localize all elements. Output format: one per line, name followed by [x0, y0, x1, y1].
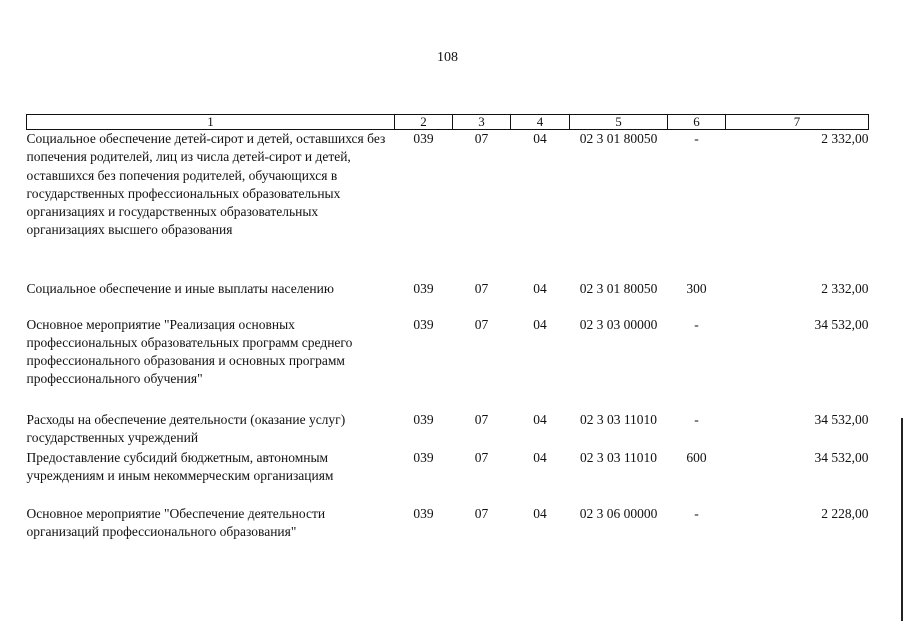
row-code-expense-type: -	[694, 316, 699, 332]
row-code-ministry: 039	[413, 411, 434, 427]
row-code-target: 02 3 01 80050	[579, 280, 658, 296]
row-code-section: 07	[474, 131, 489, 146]
header-col-6: 6	[668, 115, 726, 130]
row-code-ministry: 039	[413, 280, 434, 296]
row-name: Предоставление субсидий бюджетным, автономным учреждениям и иным некоммерческим организациям	[26, 449, 334, 483]
row-name: Основное мероприятие "Обеспечение деятельности организаций профессионального образования"	[26, 505, 326, 539]
row-amount: 34 532,00	[814, 411, 869, 427]
table-row	[27, 130, 869, 280]
row-name: Расходы на обеспечение деятельности (оказание услуг) государственных учреждений	[26, 411, 346, 445]
row-code-subsection: 04	[533, 505, 547, 521]
header-col-4: 4	[511, 115, 570, 130]
header-col-7: 7	[726, 115, 869, 130]
row-code-section: 07	[474, 449, 489, 465]
row-amount: 34 532,00	[814, 316, 869, 332]
row-code-ministry: 039	[413, 505, 434, 521]
header-row	[27, 115, 869, 130]
row-code-expense-type: -	[694, 411, 699, 427]
row-code-section: 07	[474, 411, 489, 427]
row-code-target: 02 3 03 11010	[579, 449, 658, 465]
row-code-expense-type: -	[694, 505, 699, 521]
row-code-expense-type: 300	[686, 280, 707, 296]
row-code-target: 02 3 01 80050	[579, 131, 658, 146]
table-row	[27, 449, 869, 505]
row-code-ministry: 039	[413, 131, 434, 146]
header-col-2: 2	[395, 115, 453, 130]
page-number: 108	[437, 50, 458, 65]
row-code-ministry: 039	[413, 449, 434, 465]
budget-table	[26, 114, 869, 545]
table-row	[27, 411, 869, 449]
row-code-section: 07	[474, 280, 489, 296]
header-col-3: 3	[453, 115, 511, 130]
row-amount: 34 532,00	[814, 449, 869, 465]
table-row	[27, 505, 869, 545]
row-code-subsection: 04	[533, 280, 547, 296]
header-col-5: 5	[570, 115, 668, 130]
row-code-ministry: 039	[413, 316, 434, 332]
row-code-expense-type: 600	[686, 449, 707, 465]
table-row	[27, 280, 869, 316]
row-code-subsection: 04	[533, 449, 547, 465]
row-code-section: 07	[474, 316, 489, 332]
row-code-section: 07	[474, 505, 489, 521]
row-code-target: 02 3 03 11010	[579, 411, 658, 427]
row-code-subsection: 04	[533, 131, 547, 146]
header-col-1: 1	[27, 115, 395, 130]
row-code-subsection: 04	[533, 316, 547, 332]
row-amount: 2 332,00	[821, 131, 869, 146]
row-name: Социальное обеспечение и иные выплаты населению	[26, 280, 334, 296]
row-amount: 2 228,00	[821, 505, 869, 521]
table-row	[27, 316, 869, 411]
row-code-subsection: 04	[533, 411, 547, 427]
row-code-target: 02 3 06 00000	[579, 505, 658, 521]
row-code-target: 02 3 03 00000	[579, 316, 658, 332]
row-name: Основное мероприятие "Реализация основных профессиональных образовательных программ среднего профессионального образования и основных программ профессионального обучения"	[26, 316, 353, 387]
row-name: Социальное обеспечение детей-сирот и детей, оставшихся без попечения родителей, лиц из числа детей-сирот и детей, оставшихся без попечения родителей, обучающихся в государственных профессиональных образовательных организациях и государственных образовательных организациях высшего образования	[26, 131, 386, 238]
scan-edge-line	[901, 418, 903, 621]
row-amount: 2 332,00	[821, 280, 869, 296]
row-code-expense-type: -	[694, 131, 699, 146]
